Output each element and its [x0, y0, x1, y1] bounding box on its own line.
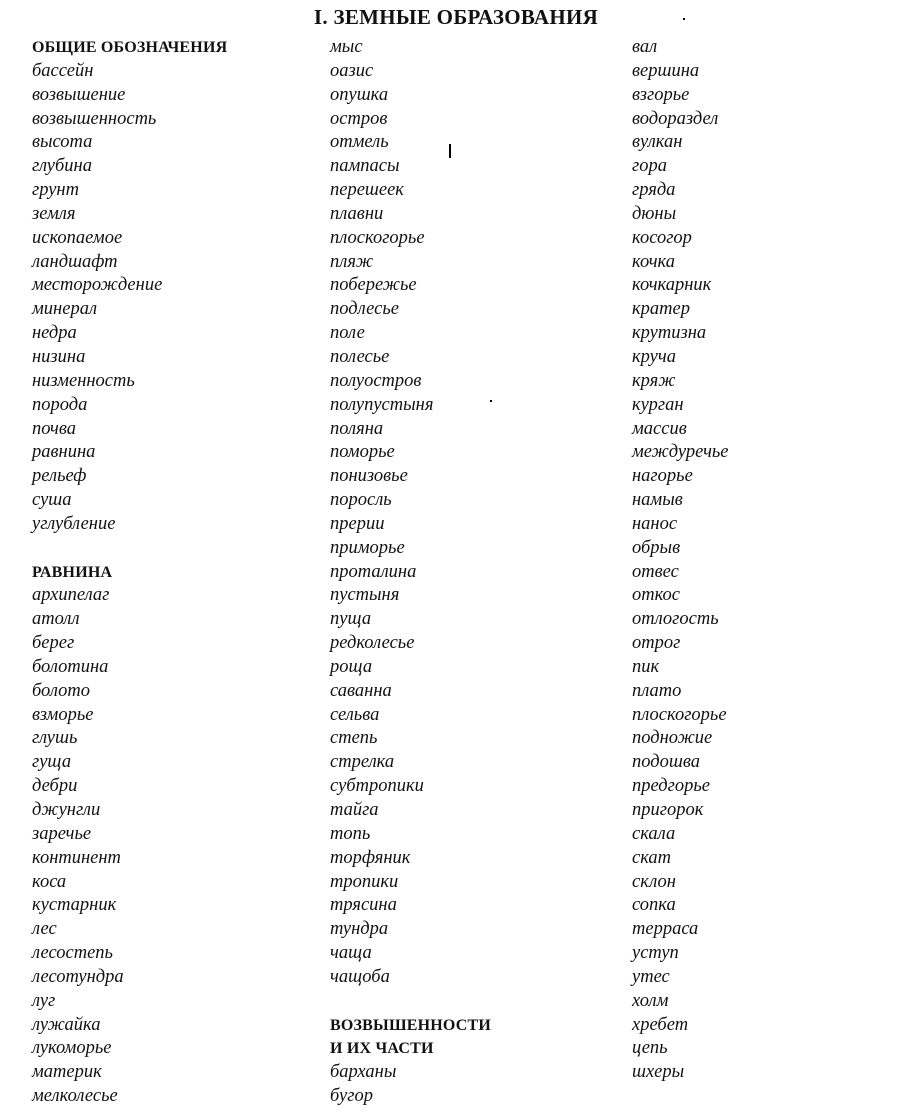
- term-item: дюны: [632, 203, 677, 224]
- term-item: чаща: [330, 943, 372, 964]
- term-item: бассейн: [32, 60, 94, 81]
- term-item: утес: [632, 966, 670, 987]
- term-item: взморье: [32, 704, 94, 725]
- term-item: барханы: [330, 1062, 397, 1083]
- term-item: сопка: [632, 895, 676, 916]
- term-item: пампасы: [330, 156, 400, 177]
- term-item: минерал: [32, 299, 98, 320]
- term-item: откос: [632, 585, 681, 606]
- term-item: нанос: [632, 513, 678, 534]
- term-item: роща: [330, 656, 373, 677]
- term-item: предгорье: [632, 776, 710, 797]
- blank-line: [330, 990, 491, 1014]
- term-item: атолл: [32, 609, 80, 630]
- term-item: грунт: [32, 180, 79, 201]
- term-item: степь: [330, 728, 378, 749]
- term-item: коса: [32, 871, 67, 892]
- term-item: пустыня: [330, 585, 400, 606]
- term-item: кряж: [632, 370, 676, 391]
- term-item: болотина: [32, 656, 109, 677]
- term-item: вулкан: [632, 132, 683, 153]
- term-item: лукоморье: [32, 1038, 112, 1059]
- term-item: луг: [32, 990, 56, 1011]
- term-item: лесостепь: [32, 943, 113, 964]
- term-item: плоскогорье: [330, 227, 425, 248]
- term-item: хребет: [632, 1014, 689, 1035]
- term-item: глушь: [32, 728, 78, 749]
- column-3: [632, 36, 729, 1085]
- term-item: взгорье: [632, 84, 690, 105]
- term-item: холм: [632, 990, 669, 1011]
- term-item: крутизна: [632, 323, 707, 344]
- term-item: косогор: [632, 227, 692, 248]
- term-item: ископаемое: [32, 227, 123, 248]
- term-item: углубление: [32, 513, 116, 534]
- term-item: отлогость: [632, 609, 719, 630]
- term-item: прерии: [330, 513, 385, 534]
- term-item: подошва: [632, 752, 700, 773]
- term-item: тайга: [330, 800, 379, 820]
- term-item: чащоба: [330, 966, 390, 987]
- term-item: шхеры: [632, 1062, 685, 1083]
- term-item: месторождение: [32, 275, 163, 296]
- term-item: поросль: [330, 490, 392, 511]
- term-item: вершина: [632, 60, 700, 81]
- term-item: дебри: [32, 776, 78, 797]
- term-item: остров: [330, 108, 388, 129]
- term-item: саванна: [330, 680, 392, 701]
- term-item: уступ: [632, 943, 679, 964]
- term-item: плато: [632, 680, 682, 701]
- term-item: порода: [32, 394, 88, 415]
- term-item: кустарник: [32, 895, 117, 916]
- term-item: поморье: [330, 442, 395, 463]
- term-item: пляж: [330, 251, 374, 272]
- term-item: низина: [32, 346, 86, 367]
- term-item: торфяник: [330, 847, 411, 868]
- term-item: полуостров: [330, 370, 422, 391]
- column-2: [330, 36, 491, 1109]
- term-item: заречье: [32, 823, 92, 844]
- term-item: кочкарник: [632, 275, 712, 296]
- term-item: болото: [32, 680, 91, 701]
- term-item: топь: [330, 823, 371, 844]
- term-item: гора: [632, 156, 667, 177]
- term-item: континент: [32, 847, 121, 868]
- term-item: плоскогорье: [632, 704, 727, 725]
- term-item: пик: [632, 656, 660, 677]
- term-item: возвышение: [32, 84, 126, 105]
- term-item: склон: [632, 871, 676, 892]
- term-item: гуща: [32, 752, 72, 773]
- term-item: намыв: [632, 490, 683, 511]
- term-item: лес: [32, 919, 57, 940]
- term-item: редколесье: [330, 633, 415, 654]
- term-item: бугор: [330, 1086, 373, 1107]
- term-item: круча: [632, 346, 676, 367]
- term-item: гряда: [632, 180, 676, 201]
- term-item: скала: [632, 823, 676, 844]
- term-item: пригорок: [632, 800, 704, 820]
- term-item: отвес: [632, 561, 679, 582]
- term-item: мелколесье: [32, 1086, 118, 1107]
- term-item: рельеф: [32, 466, 87, 487]
- term-item: приморье: [330, 537, 405, 558]
- term-item: поле: [330, 323, 365, 344]
- term-item: подлесье: [330, 299, 399, 320]
- term-item: высота: [32, 132, 93, 153]
- term-item: скат: [632, 847, 672, 868]
- term-item: отрог: [632, 633, 681, 654]
- term-item: трясина: [330, 895, 397, 916]
- term-item: полесье: [330, 346, 390, 367]
- term-item: лесотундра: [32, 966, 124, 987]
- term-item: возвышенность: [32, 108, 157, 129]
- term-item: земля: [32, 203, 76, 224]
- term-item: материк: [32, 1062, 102, 1083]
- scan-mark: [683, 18, 685, 20]
- term-item: тропики: [330, 871, 399, 892]
- term-item: терраса: [632, 919, 699, 940]
- term-item: водораздел: [632, 108, 719, 129]
- term-item: лужайка: [32, 1014, 101, 1035]
- term-item: суша: [32, 490, 72, 511]
- term-item: отмель: [330, 132, 389, 153]
- term-item: междуречье: [632, 442, 729, 463]
- term-item: перешеек: [330, 180, 404, 201]
- scan-mark: [449, 144, 451, 158]
- term-item: кратер: [632, 299, 690, 320]
- term-item: кочка: [632, 251, 675, 272]
- term-item: мыс: [330, 37, 363, 57]
- section-heading: ВОЗВЫШЕННОСТИ: [330, 1016, 491, 1034]
- scan-mark: [490, 400, 492, 402]
- term-item: ландшафт: [32, 251, 118, 272]
- term-item: субтропики: [330, 776, 424, 797]
- term-item: курган: [632, 394, 684, 415]
- term-item: недра: [32, 323, 77, 344]
- term-item: нагорье: [632, 466, 693, 487]
- term-item: опушка: [330, 84, 389, 105]
- term-item: стрелка: [330, 752, 395, 773]
- term-item: равнина: [32, 442, 96, 463]
- term-item: плавни: [330, 203, 384, 224]
- term-item: архипелаг: [32, 585, 110, 606]
- term-item: берег: [32, 633, 75, 654]
- term-item: оазис: [330, 60, 374, 81]
- term-item: поляна: [330, 418, 384, 439]
- term-item: обрыв: [632, 537, 681, 558]
- term-item: сельва: [330, 704, 380, 725]
- term-item: глубина: [32, 156, 92, 177]
- blank-line: [32, 537, 227, 561]
- term-item: джунгли: [32, 800, 101, 820]
- section-heading: И ИХ ЧАСТИ: [330, 1040, 434, 1058]
- term-item: цепь: [632, 1038, 668, 1059]
- term-item: побережье: [330, 275, 417, 296]
- term-item: почва: [32, 418, 77, 439]
- term-item: подножие: [632, 728, 713, 749]
- term-item: массив: [632, 418, 687, 439]
- page-title: I. ЗЕМНЫЕ ОБРАЗОВАНИЯ: [313, 5, 599, 29]
- section-heading: РАВНИНА: [32, 563, 113, 581]
- term-item: проталина: [330, 561, 417, 582]
- term-item: вал: [632, 37, 658, 57]
- term-item: пуща: [330, 609, 372, 630]
- section-heading: ОБЩИЕ ОБОЗНАЧЕНИЯ: [32, 39, 228, 56]
- term-item: понизовье: [330, 466, 408, 487]
- term-item: низменность: [32, 370, 135, 391]
- term-item: полупустыня: [330, 394, 434, 415]
- term-item: тундра: [330, 919, 389, 940]
- column-1: [32, 36, 227, 1109]
